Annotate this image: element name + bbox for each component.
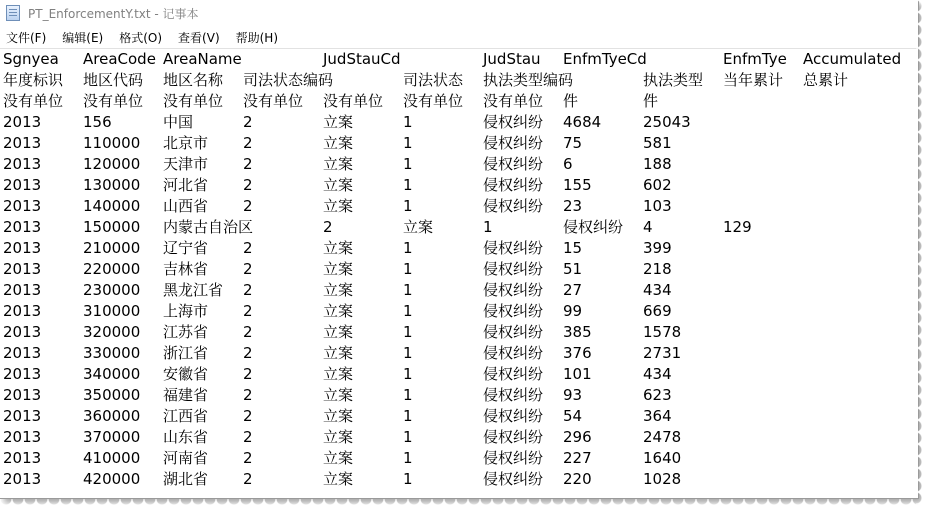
text-cell: 立案: [323, 428, 354, 446]
text-cell: 1640: [643, 449, 682, 467]
text-cell: 218: [643, 260, 672, 278]
text-cell: 河北省: [163, 176, 209, 194]
text-cell: 210000: [83, 239, 141, 257]
menu-view[interactable]: 查看(V): [178, 30, 220, 45]
menu-bar: [0, 26, 918, 49]
text-cell: 侵权纠纷: [483, 155, 544, 173]
menu-file[interactable]: 文件(F): [6, 30, 47, 45]
text-cell: 侵权纠纷: [483, 449, 544, 467]
text-cell: 360000: [83, 407, 141, 425]
text-cell: 安徽省: [163, 365, 209, 383]
text-cell: 370000: [83, 428, 141, 446]
text-cell: 230000: [83, 281, 141, 299]
text-cell: 2: [243, 407, 253, 425]
text-line: [0, 112, 918, 133]
text-editor-area[interactable]: [0, 49, 918, 498]
text-cell: 侵权纠纷: [483, 428, 544, 446]
text-cell: 27: [563, 281, 583, 299]
text-cell: 2: [243, 134, 253, 152]
text-cell: 没有单位: [163, 92, 224, 110]
text-cell: 立案: [323, 176, 354, 194]
text-cell: 1: [403, 302, 413, 320]
text-cell: 执法类型: [643, 71, 704, 89]
menu-format[interactable]: 格式(O): [119, 30, 163, 45]
text-cell: 1: [403, 470, 413, 488]
text-cell: 1578: [643, 323, 682, 341]
text-cell: JudStauCd: [323, 50, 401, 68]
text-cell: 296: [563, 428, 592, 446]
text-cell: 1: [403, 449, 413, 467]
text-cell: 23: [563, 197, 583, 215]
text-cell: 1: [403, 176, 413, 194]
text-cell: 155: [563, 176, 592, 194]
text-cell: 1: [403, 407, 413, 425]
text-line: [0, 364, 918, 385]
text-cell: 湖北省: [163, 470, 209, 488]
text-cell: 2013: [3, 428, 42, 446]
text-cell: 2: [243, 281, 253, 299]
text-cell: 434: [643, 281, 672, 299]
text-cell: 6: [563, 155, 573, 173]
text-cell: 没有单位: [3, 92, 64, 110]
text-cell: Sgnyea: [3, 50, 59, 68]
text-cell: JudStau: [483, 50, 541, 68]
text-cell: 110000: [83, 134, 141, 152]
text-cell: 侵权纠纷: [483, 323, 544, 341]
text-cell: 上海市: [163, 302, 209, 320]
text-cell: 330000: [83, 344, 141, 362]
text-cell: 立案: [323, 323, 354, 341]
text-cell: 1: [403, 155, 413, 173]
text-cell: 2: [243, 113, 253, 131]
text-cell: 2: [243, 176, 253, 194]
text-cell: 75: [563, 134, 583, 152]
text-cell: EnfmTyeCd: [563, 50, 647, 68]
text-cell: 侵权纠纷: [483, 134, 544, 152]
text-cell: 1: [483, 218, 493, 236]
text-cell: 北京市: [163, 134, 209, 152]
text-cell: 山东省: [163, 428, 209, 446]
text-cell: 188: [643, 155, 672, 173]
text-cell: 侵权纠纷: [483, 470, 544, 488]
text-cell: 侵权纠纷: [483, 407, 544, 425]
text-cell: 1: [403, 239, 413, 257]
text-line: [0, 196, 918, 217]
text-cell: 侵权纠纷: [483, 197, 544, 215]
text-line: [0, 427, 918, 448]
text-line: [0, 70, 918, 91]
text-cell: 立案: [323, 470, 354, 488]
text-cell: 黑龙江省: [163, 281, 224, 299]
text-cell: 侵权纠纷: [483, 281, 544, 299]
text-line: [0, 91, 918, 112]
text-cell: 410000: [83, 449, 141, 467]
text-line: [0, 406, 918, 427]
text-cell: 15: [563, 239, 583, 257]
text-cell: 2013: [3, 155, 42, 173]
text-cell: 129: [723, 218, 752, 236]
text-cell: 立案: [323, 155, 354, 173]
text-cell: 2: [243, 428, 253, 446]
text-cell: 1028: [643, 470, 682, 488]
text-line: [0, 154, 918, 175]
text-cell: 立案: [323, 386, 354, 404]
text-cell: 河南省: [163, 449, 209, 467]
torn-edge-bottom: [0, 499, 930, 509]
text-cell: EnfmTye: [723, 50, 787, 68]
text-cell: 93: [563, 386, 583, 404]
text-cell: 399: [643, 239, 672, 257]
text-cell: 434: [643, 365, 672, 383]
text-cell: 立案: [323, 260, 354, 278]
text-cell: 364: [643, 407, 672, 425]
text-cell: 没有单位: [483, 92, 544, 110]
text-cell: 51: [563, 260, 583, 278]
text-cell: 310000: [83, 302, 141, 320]
text-cell: Accumulated: [803, 50, 902, 68]
text-cell: 1: [403, 323, 413, 341]
text-cell: 140000: [83, 197, 141, 215]
text-cell: 2: [243, 470, 253, 488]
text-cell: 侵权纠纷: [483, 239, 544, 257]
text-cell: 99: [563, 302, 583, 320]
text-cell: 福建省: [163, 386, 209, 404]
text-line: [0, 469, 918, 490]
text-cell: 立案: [323, 365, 354, 383]
text-cell: 立案: [323, 239, 354, 257]
text-cell: 150000: [83, 218, 141, 236]
text-cell: 2013: [3, 302, 42, 320]
text-line: [0, 133, 918, 154]
text-cell: 581: [643, 134, 672, 152]
text-cell: 总累计: [803, 71, 849, 89]
text-cell: 350000: [83, 386, 141, 404]
text-cell: 侵权纠纷: [563, 218, 624, 236]
text-cell: 侵权纠纷: [483, 176, 544, 194]
text-cell: 天津市: [163, 155, 209, 173]
text-cell: 2013: [3, 344, 42, 362]
text-cell: 没有单位: [243, 92, 304, 110]
window-title: PT_EnforcementY.txt - 记事本: [28, 6, 199, 21]
text-cell: 没有单位: [323, 92, 384, 110]
text-cell: 侵权纠纷: [483, 260, 544, 278]
text-cell: 1: [403, 386, 413, 404]
text-cell: 司法状态编码: [243, 71, 334, 89]
text-cell: 101: [563, 365, 592, 383]
text-cell: 2: [243, 449, 253, 467]
text-cell: 120000: [83, 155, 141, 173]
text-cell: 2013: [3, 386, 42, 404]
text-cell: 2013: [3, 113, 42, 131]
text-cell: 376: [563, 344, 592, 362]
text-cell: 4684: [563, 113, 602, 131]
text-cell: 侵权纠纷: [483, 302, 544, 320]
text-cell: 执法类型编码: [483, 71, 574, 89]
text-cell: 54: [563, 407, 583, 425]
text-cell: 2731: [643, 344, 682, 362]
text-cell: 2: [243, 302, 253, 320]
text-cell: 2: [243, 260, 253, 278]
text-line: [0, 343, 918, 364]
text-cell: 当年累计: [723, 71, 784, 89]
text-cell: 立案: [323, 344, 354, 362]
text-cell: 司法状态: [403, 71, 464, 89]
text-line: [0, 301, 918, 322]
text-cell: 623: [643, 386, 672, 404]
text-cell: 2: [243, 197, 253, 215]
text-cell: 立案: [403, 218, 434, 236]
text-cell: 2013: [3, 197, 42, 215]
text-cell: 420000: [83, 470, 141, 488]
text-cell: 2013: [3, 176, 42, 194]
text-cell: AreaName: [163, 50, 242, 68]
text-cell: 320000: [83, 323, 141, 341]
text-cell: 2: [243, 155, 253, 173]
notepad-icon: [6, 5, 20, 21]
text-cell: 1: [403, 281, 413, 299]
text-cell: 件: [643, 92, 659, 110]
text-cell: 立案: [323, 407, 354, 425]
text-cell: 2013: [3, 260, 42, 278]
text-cell: 地区名称: [163, 71, 224, 89]
text-cell: 2013: [3, 365, 42, 383]
text-line: [0, 49, 918, 70]
text-cell: 立案: [323, 302, 354, 320]
text-line: [0, 238, 918, 259]
text-cell: 件: [563, 92, 579, 110]
text-cell: 227: [563, 449, 592, 467]
text-cell: 江西省: [163, 407, 209, 425]
text-cell: 立案: [323, 134, 354, 152]
text-cell: 2013: [3, 239, 42, 257]
text-cell: 220: [563, 470, 592, 488]
text-cell: 浙江省: [163, 344, 209, 362]
text-cell: 中国: [163, 113, 194, 131]
text-cell: 侵权纠纷: [483, 365, 544, 383]
text-cell: 立案: [323, 113, 354, 131]
text-cell: 2013: [3, 449, 42, 467]
text-line: [0, 322, 918, 343]
text-cell: 山西省: [163, 197, 209, 215]
text-cell: 江苏省: [163, 323, 209, 341]
text-cell: 130000: [83, 176, 141, 194]
text-cell: 立案: [323, 281, 354, 299]
text-cell: 1: [403, 113, 413, 131]
menu-edit[interactable]: 编辑(E): [62, 30, 104, 45]
torn-edge-right: [916, 0, 930, 509]
text-cell: 1: [403, 134, 413, 152]
text-line: [0, 259, 918, 280]
text-cell: 2: [243, 344, 253, 362]
text-cell: 吉林省: [163, 260, 209, 278]
text-cell: 1: [403, 365, 413, 383]
text-cell: 2013: [3, 407, 42, 425]
text-cell: 2478: [643, 428, 682, 446]
text-cell: AreaCode: [83, 50, 156, 68]
text-cell: 1: [403, 428, 413, 446]
text-cell: 2: [243, 386, 253, 404]
text-cell: 669: [643, 302, 672, 320]
text-cell: 立案: [323, 449, 354, 467]
text-cell: 辽宁省: [163, 239, 209, 257]
menu-help[interactable]: 帮助(H): [235, 30, 279, 45]
text-cell: 内蒙古自治区: [163, 218, 254, 236]
text-cell: 侵权纠纷: [483, 344, 544, 362]
text-cell: 1: [403, 344, 413, 362]
text-cell: 2: [243, 323, 253, 341]
text-cell: 2013: [3, 323, 42, 341]
text-cell: 602: [643, 176, 672, 194]
text-cell: 侵权纠纷: [483, 386, 544, 404]
text-cell: 4: [643, 218, 653, 236]
text-cell: 25043: [643, 113, 691, 131]
text-line: [0, 448, 918, 469]
text-cell: 2: [243, 365, 253, 383]
text-cell: 103: [643, 197, 672, 215]
text-line: [0, 280, 918, 301]
text-cell: 侵权纠纷: [483, 113, 544, 131]
text-cell: 没有单位: [403, 92, 464, 110]
text-cell: 2013: [3, 470, 42, 488]
text-cell: 立案: [323, 197, 354, 215]
text-cell: 2: [323, 218, 333, 236]
text-cell: 地区代码: [83, 71, 144, 89]
text-cell: 2013: [3, 218, 42, 236]
text-line: [0, 217, 918, 238]
text-line: [0, 385, 918, 406]
text-cell: 年度标识: [3, 71, 64, 89]
text-cell: 156: [83, 113, 112, 131]
text-cell: 220000: [83, 260, 141, 278]
text-cell: 1: [403, 197, 413, 215]
text-line: [0, 175, 918, 196]
text-cell: 385: [563, 323, 592, 341]
text-cell: 1: [403, 260, 413, 278]
text-cell: 2: [243, 239, 253, 257]
text-cell: 2013: [3, 281, 42, 299]
text-cell: 2013: [3, 134, 42, 152]
title-bar[interactable]: [0, 0, 918, 26]
text-cell: 没有单位: [83, 92, 144, 110]
text-cell: 340000: [83, 365, 141, 383]
